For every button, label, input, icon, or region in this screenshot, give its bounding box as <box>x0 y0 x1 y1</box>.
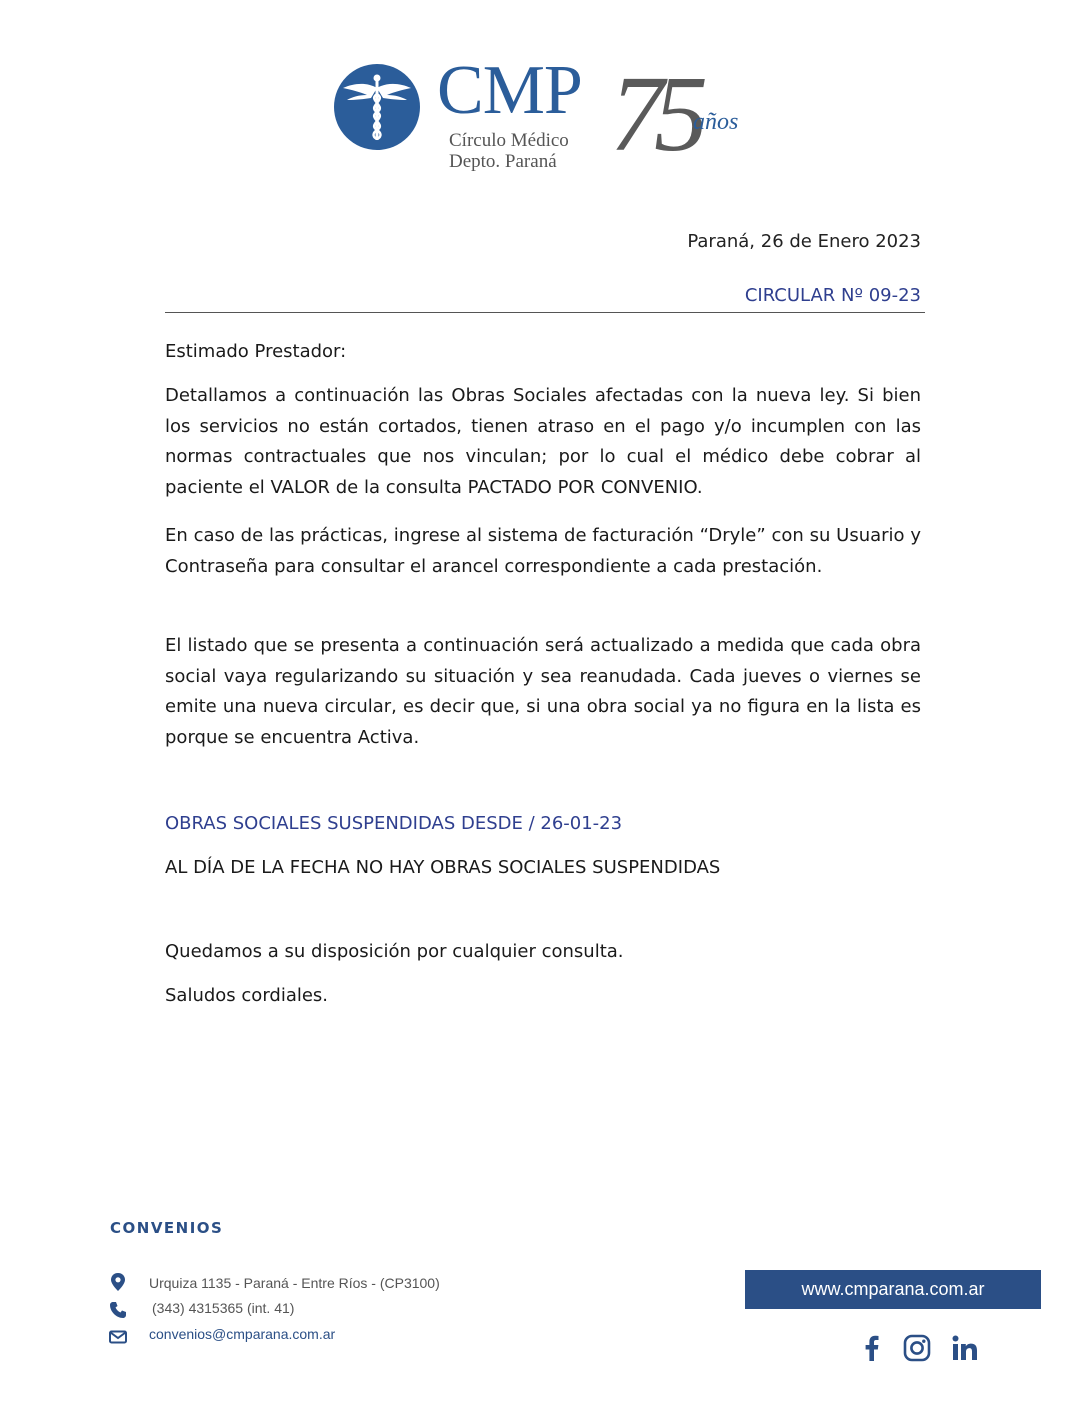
footer-address: Urquiza 1135 - Paraná - Entre Ríos - (CP3100) <box>149 1275 440 1291</box>
anniversary-logo <box>610 58 760 162</box>
body-paragraph: El listado que se presenta a continuación será actualizado a medida que cada obra social vaya regularizando su situación y sea reanudada. Cada jueves o viernes se emite una nueva circular, es decir que, si una obra social ya no figura en la lista es porque se encuentra Activa. <box>165 635 921 748</box>
closing-line: Quedamos a su disposición por cualquier consulta. <box>165 941 624 962</box>
anniversary-number: 75 <box>610 58 698 162</box>
caduceus-icon <box>334 64 420 150</box>
body-paragraph: Detallamos a continuación las Obras Sociales afectadas con la nueva ley. Si bien los servicios no están cortados, tienen atraso en el pago y/o incumplen con las normas contractuales que nos vinculan; por lo cual el médico debe cobrar al paciente el VALOR de la consulta PACTADO POR CONVENIO. <box>165 385 921 498</box>
body-paragraph: En caso de las prácticas, ingrese al sistema de facturación “Dryle” con su Usuario y Contraseña para consultar el arancel correspondiente a cada prestación. <box>165 525 921 577</box>
instagram-icon[interactable] <box>902 1333 932 1363</box>
signoff-line: Saludos cordiales. <box>165 985 329 1006</box>
section-heading: OBRAS SOCIALES SUSPENDIDAS DESDE / 26-01-23 <box>165 813 623 834</box>
section-status: AL DÍA DE LA FECHA NO HAY OBRAS SOCIALES SUSPENDIDAS <box>165 857 721 878</box>
footer-phone: (343) 4315365 (int. 41) <box>152 1300 295 1316</box>
envelope-icon <box>108 1327 128 1347</box>
footer-heading: CONVENIOS <box>110 1219 224 1237</box>
phone-icon <box>108 1300 128 1320</box>
greeting: Estimado Prestador: <box>165 341 347 362</box>
website-link[interactable]: www.cmparana.com.ar <box>745 1270 1041 1309</box>
anniversary-word: años <box>693 109 739 135</box>
logo-subtitle-line2: Depto. Paraná <box>449 151 557 172</box>
footer-email-link[interactable]: convenios@cmparana.com.ar <box>149 1326 336 1342</box>
letter-date: Paraná, 26 de Enero 2023 <box>687 231 921 252</box>
logo-acronym: CMP <box>437 52 582 129</box>
linkedin-icon[interactable] <box>950 1333 980 1363</box>
logo-subtitle-line1: Círculo Médico <box>449 130 569 151</box>
location-pin-icon <box>108 1272 128 1292</box>
circular-number: CIRCULAR Nº 09-23 <box>744 285 921 306</box>
divider <box>165 312 925 313</box>
facebook-icon[interactable] <box>857 1333 887 1363</box>
